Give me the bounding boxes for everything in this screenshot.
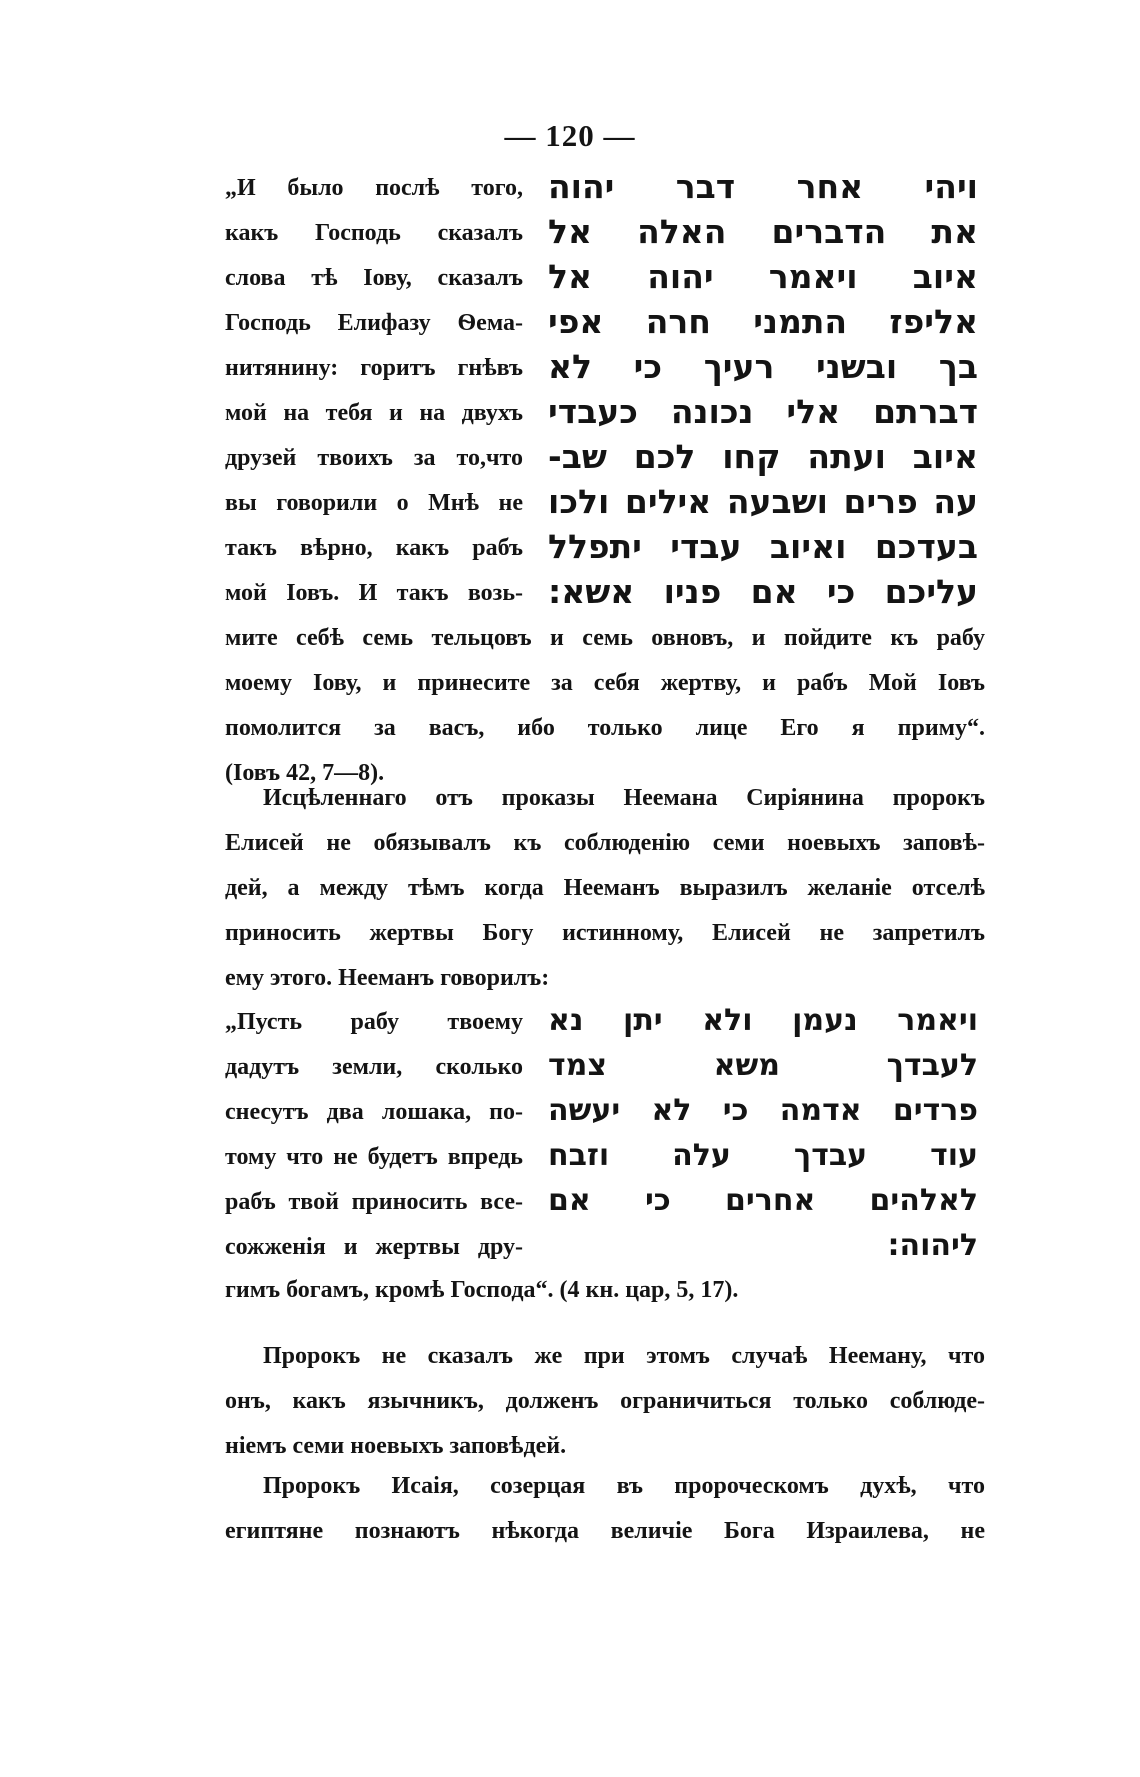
block1-he-line-9: בעדכם ואיוב עבדי יתפלל [548,527,978,566]
block2-ru-line-2: дадутъ земли, сколько [225,1054,523,1080]
block1-ru-line-10: мой Іовъ. И такъ возь- [225,580,523,606]
block1-ru-line-2: какъ Господь сказалъ [225,220,523,246]
para4-line-2: египтяне познаютъ нѣкогда величіе Бога Израилева, не [225,1518,985,1544]
para2-line-5: ему этого. Нееманъ говорилъ: [225,965,550,991]
para3-line-1: Пророкъ не сказалъ же при этомъ случаѣ Нееману, что [263,1343,985,1369]
block1-he-line-2: את הדברים האלה אל [548,212,978,251]
block2-continuation [225,1268,985,1313]
block1-ru-line-7: друзей твоихъ за то,что [225,445,523,471]
block2-he-line-4: עוד עבדך עלה וזבח [548,1138,978,1173]
block2-he-line-5: לאלהים אחרים כי אם [548,1183,978,1218]
block1-he-line-5: בך ובשני רעיך כי לא [548,347,978,386]
block2-hebrew-column [548,998,978,1268]
block1-cont-line-3: помолится за васъ, ибо только лице Его я приму“. [225,715,985,741]
block1-ru-line-1: „И было послѣ того, [225,175,523,201]
para2-line-1: Исцѣленнаго отъ проказы Неемана Сиріянина пророкъ [263,785,985,811]
para2-line-4: приносить жертвы Богу истинному, Елисей не запретилъ [225,920,985,946]
para4-line-1: Пророкъ Исаія, созерцая въ пророческомъ духѣ, что [263,1473,985,1499]
block1-cont-line-1: мите себѣ семь тельцовъ и семь овновъ, и пойдите къ рабу [225,625,985,651]
block2-ru-line-1: „Пусть рабу твоему [225,1009,523,1035]
block1-ru-line-5: нитянину: горитъ гнѣвъ [225,355,523,381]
para3-line-3: ніемъ семи ноевыхъ заповѣдей. [225,1433,567,1459]
block2-ru-line-3: снесутъ два лошака, по- [225,1099,523,1125]
block1-he-line-8: עה פרים ושבעה אילים ולכו [548,482,978,521]
block1-russian-column [225,166,523,616]
block1-he-line-3: איוב ויאמר יהוה אל [548,257,978,296]
block1-hebrew-column [548,164,978,614]
block1-ru-line-3: слова тѣ Іову, сказалъ [225,265,523,291]
block2-ru-line-5: рабъ твой приносить все- [225,1189,523,1215]
block1-he-line-6: דברתם אלי נכונה כעבדי [548,392,978,431]
block1-continuation [225,616,985,796]
para2-line-3: дей, а между тѣмъ когда Нееманъ выразилъ желаніе отселѣ [225,875,985,901]
para2-line-2: Елисей не обязывалъ къ соблюденію семи ноевыхъ заповѣ- [225,830,985,856]
block2-he-line-3: פרדים אדמה כי לא יעשה [548,1093,978,1128]
block1-ru-line-6: мой на тебя и на двухъ [225,400,523,426]
block2-he-line-1: ויאמר נעמן ולא יתן נא [548,1003,978,1038]
block1-cont-line-2: моему Іову, и принесите за себя жертву, и рабъ Мой Іовъ [225,670,985,696]
block1-ru-line-4: Господь Елифазу Ѳема- [225,310,523,336]
block2-ru-line-6: сожженія и жертвы дру- [225,1234,523,1260]
block1-he-line-4: אליפז התמני חרה אפי [548,302,978,341]
block2-he-line-2: לעבדך משא צמד [548,1048,978,1083]
paragraph-2 [225,776,985,1001]
block1-ru-line-8: вы говорили о Мнѣ не [225,490,523,516]
paragraph-3 [225,1334,985,1469]
block1-he-line-10: עליכם כי אם פניו אשא: [548,572,978,611]
paragraph-4 [225,1464,985,1554]
block2-he-line-6: ליהוה: [887,1228,978,1263]
block2-ru-line-4: тому что не будетъ впредь [225,1144,523,1170]
block1-he-line-7: איוב ועתה קחו לכם שב- [548,437,978,476]
page-number: — 120 — [504,118,636,153]
block2-russian-column [225,1000,523,1270]
block1-ru-line-9: такъ вѣрно, какъ рабъ [225,535,523,561]
para3-line-2: онъ, какъ язычникъ, долженъ ограничиться только соблюде- [225,1388,985,1414]
block1-cont-line-4: (Іовъ 42, 7—8). [225,760,385,786]
block1-he-line-1: ויהי אחר דבר יהוה [548,167,978,206]
block2-cont-line-1: гимъ богамъ, кромѣ Господа“. (4 кн. цар, 5, 17). [225,1277,739,1303]
